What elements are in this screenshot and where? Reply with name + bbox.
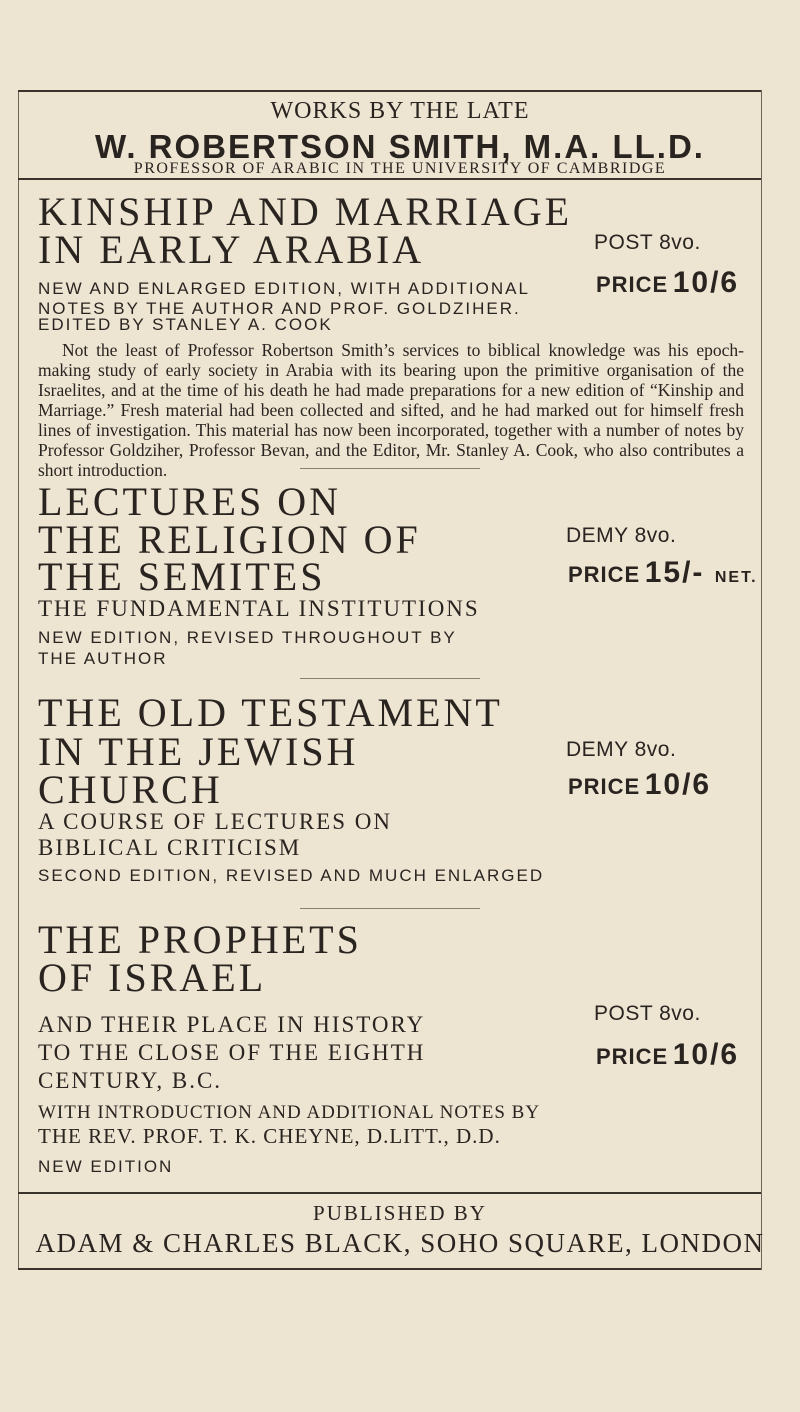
book-title-line: KINSHIP AND MARRIAGE — [38, 189, 573, 234]
book-title-line: THE RELIGION OF — [38, 517, 421, 562]
header-author-title: PROFESSOR OF ARABIC IN THE UNIVERSITY OF CAMBRIDGE — [133, 160, 667, 177]
book-edition-line: NOTES BY THE AUTHOR AND PROF. GOLDZIHER. — [38, 299, 521, 318]
footer-bottom-rule — [18, 1268, 761, 1270]
price-amount: 15/- — [644, 556, 705, 589]
book-edition-line: THE AUTHOR — [38, 649, 168, 668]
price-label: PRICE — [568, 774, 641, 799]
separator — [300, 678, 480, 679]
book-price — [596, 1040, 739, 1070]
book-subtitle-line: AND THEIR PLACE IN HISTORY — [38, 1012, 426, 1037]
footer-top-rule — [18, 1192, 761, 1194]
book-title-line: OF ISRAEL — [38, 955, 267, 1000]
book-title-line: THE OLD TESTAMENT — [38, 690, 503, 735]
book-edition-line: NEW AND ENLARGED EDITION, WITH ADDITIONAL — [38, 279, 530, 298]
book-edition: NEW EDITION — [38, 1157, 174, 1176]
book-edition-line: NEW EDITION, REVISED THROUGHOUT BY — [38, 628, 457, 647]
book-edition-line: EDITED BY STANLEY A. COOK — [38, 315, 333, 334]
price-amount: 10/6 — [672, 266, 740, 299]
price-label: PRICE — [596, 272, 669, 297]
price-suffix: NET. — [714, 569, 758, 586]
book-format: DEMY 8vo. — [566, 738, 677, 761]
book-title-line: CHURCH — [38, 767, 223, 812]
header-rule — [18, 178, 761, 180]
book-subtitle-line: CENTURY, B.C. — [38, 1068, 223, 1093]
separator — [300, 468, 480, 469]
book-format: DEMY 8vo. — [566, 524, 677, 547]
header-works-by: WORKS BY THE LATE — [270, 98, 530, 124]
price-amount: 10/6 — [672, 1038, 740, 1071]
price-amount: 10/6 — [644, 768, 712, 801]
book-notes-line: THE REV. PROF. T. K. CHEYNE, D.LITT., D.D. — [38, 1124, 501, 1148]
book-description: Not the least of Professor Robertson Smith’s services to biblical knowledge was his epoch-making study of early society in Arabia with its bearing upon the primitive organisation of the Israelites, and at the time of his death he had made preparations for a new edition of “Kinship and Marriage.” Fresh material had been collected and sifted, and he had marked out for himself fresh lines of investigation. This material has now been incorporated, together with a number of notes by Professor Goldziher, Professor Bevan, and the Editor, Mr. Stanley A. Cook, who also contributes a short introduction. — [38, 340, 744, 480]
book-title-line: IN THE JEWISH — [38, 729, 359, 774]
book-title-line: THE PROPHETS — [38, 917, 362, 962]
book-price — [568, 558, 758, 588]
header-author-name: W. ROBERTSON SMITH, M.A. LL.D. — [95, 128, 705, 165]
price-label: PRICE — [568, 562, 641, 587]
footer-published-by: PUBLISHED BY — [313, 1201, 487, 1225]
book-subtitle-line: TO THE CLOSE OF THE EIGHTH — [38, 1040, 426, 1065]
book-notes-line: WITH INTRODUCTION AND ADDITIONAL NOTES BY — [38, 1102, 541, 1123]
book-price — [596, 268, 739, 298]
book-title-line: THE SEMITES — [38, 554, 326, 599]
book-subtitle: THE FUNDAMENTAL INSTITUTIONS — [38, 596, 480, 621]
price-label: PRICE — [596, 1044, 669, 1069]
book-edition: SECOND EDITION, REVISED AND MUCH ENLARGED — [38, 866, 545, 885]
book-price — [568, 770, 711, 800]
book-subtitle-line: A COURSE OF LECTURES ON — [38, 809, 392, 834]
book-title-line: LECTURES ON — [38, 479, 341, 524]
book-subtitle-line: BIBLICAL CRITICISM — [38, 835, 302, 860]
top-rule — [18, 90, 761, 92]
footer-publisher: ADAM & CHARLES BLACK, SOHO SQUARE, LONDON — [35, 1228, 765, 1258]
book-format: POST 8vo. — [594, 231, 701, 254]
separator — [300, 908, 480, 909]
book-title-line: IN EARLY ARABIA — [38, 227, 425, 272]
book-format: POST 8vo. — [594, 1002, 701, 1025]
